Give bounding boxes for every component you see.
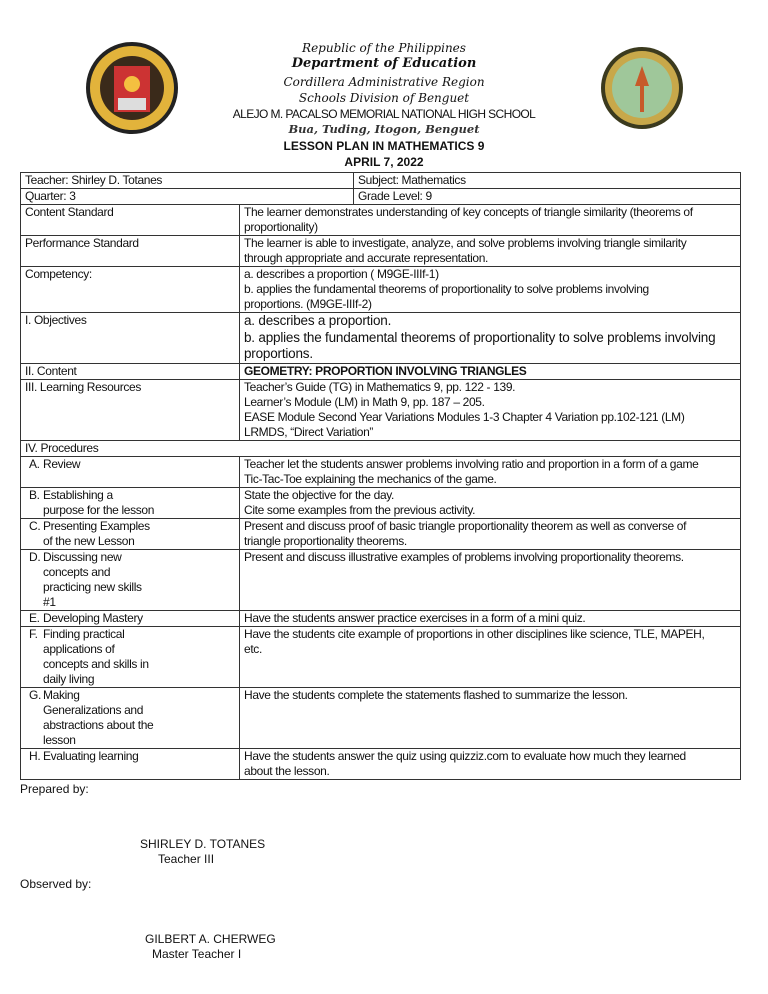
procedure-text-line: Have the students cite example of proportions in other disciplines like science, TLE, MAPEH,: [244, 626, 705, 641]
procedure-label: [21, 687, 240, 748]
row-text: EASE Module Second Year Variations Modules 1-3 Chapter 4 Variation pp.102-121 (LM): [244, 409, 685, 424]
header-division: Schools Division of Benguet: [298, 91, 470, 105]
procedure-letter: C.: [29, 518, 41, 533]
row-text: Teacher’s Guide (TG) in Mathematics 9, pp. 122 - 139.: [244, 379, 516, 394]
procedure-text: [240, 610, 741, 626]
procedure-row: [21, 687, 741, 748]
quarter-cell: Quarter: 3: [21, 189, 354, 204]
procedure-label-line: Evaluating learning: [43, 748, 139, 763]
procedure-label-line: practicing new skills: [43, 579, 142, 594]
performance-standard-row: [21, 236, 741, 267]
row-text: proportions.: [244, 346, 313, 361]
procedure-text-line: Tic-Tac-Toe explaining the mechanics of the game.: [244, 471, 497, 486]
row-label: Performance Standard: [21, 236, 240, 267]
procedure-letter: H.: [29, 748, 41, 763]
row-text: proportions. (M9GE-IIIf-2): [244, 297, 372, 311]
content-topic: GEOMETRY: PROPORTION INVOLVING TRIANGLES: [240, 363, 741, 379]
header-address: Bua, Tuding, Itogon, Benguet: [288, 122, 480, 136]
procedure-row: [21, 748, 741, 779]
procedure-row: [21, 456, 741, 487]
row-text: b. applies the fundamental theorems of proportionality to solve problems involving: [244, 282, 649, 296]
procedure-letter: A.: [29, 456, 40, 471]
grade-cell: Grade Level: 9: [358, 189, 432, 203]
signature-block: [20, 780, 741, 962]
procedure-text: [240, 487, 741, 518]
procedure-text: [240, 748, 741, 779]
procedure-text-line: Present and discuss proof of basic triangle proportionality theorem as well as converse of: [244, 518, 687, 533]
procedure-label: [21, 748, 240, 779]
procedure-label-line: purpose for the lesson: [43, 502, 155, 517]
row-label: III. Learning Resources: [21, 379, 240, 440]
procedure-letter: E.: [29, 610, 40, 625]
procedure-label-line: daily living: [43, 671, 95, 686]
procedure-label: [21, 610, 240, 626]
row-text: The learner is able to investigate, analyze, and solve problems involving triangle similarity: [244, 236, 687, 250]
procedures-header-row: [21, 440, 741, 456]
row-text: The learner demonstrates understanding of key concepts of triangle similarity (theorems of: [244, 205, 693, 219]
procedure-label-line: Making: [43, 687, 80, 702]
procedure-text-line: about the lesson.: [244, 763, 330, 778]
procedure-text-line: etc.: [244, 641, 262, 656]
row-label: Content Standard: [21, 205, 240, 236]
document-body: [20, 172, 741, 962]
procedure-label-line: abstractions about the: [43, 717, 154, 732]
lesson-title: LESSON PLAN IN MATHEMATICS 9: [283, 139, 485, 153]
row-text: LRMDS, “Direct Variation”: [244, 424, 374, 439]
procedure-text: [240, 456, 741, 487]
resources-row: [21, 379, 741, 440]
procedure-label-line: Finding practical: [43, 626, 125, 641]
procedure-label: [21, 518, 240, 549]
procedure-text-line: Present and discuss illustrative examples of problems involving proportionality theorems.: [244, 549, 684, 564]
prepared-by-name: SHIRLEY D. TOTANES: [140, 836, 266, 851]
procedure-text-line: Cite some examples from the previous activity.: [244, 502, 476, 517]
teacher-cell: Teacher: Shirley D. Totanes: [21, 173, 354, 188]
competency-row: [21, 267, 741, 313]
content-row: [21, 363, 741, 379]
procedure-row: [21, 610, 741, 626]
procedure-row: [21, 518, 741, 549]
procedure-text-line: triangle proportionality theorems.: [244, 533, 407, 548]
row-label: Competency:: [21, 267, 240, 313]
procedure-letter: G.: [29, 687, 41, 702]
procedure-label: [21, 549, 240, 610]
procedure-label: [21, 456, 240, 487]
row-text: a. describes a proportion ( M9GE-IIIf-1): [244, 267, 439, 281]
procedure-label-line: lesson: [43, 732, 76, 747]
header-republic: Republic of the Philippines: [302, 41, 466, 55]
procedure-text: [240, 549, 741, 610]
lesson-plan-table: [20, 172, 741, 780]
header-deped: Department of Education: [291, 56, 477, 71]
procedure-text-line: Teacher let the students answer problems involving ratio and proportion in a form of a game: [244, 456, 699, 471]
observed-by-title: Master Teacher I: [152, 946, 242, 961]
lesson-date: APRIL 7, 2022: [344, 155, 424, 169]
observed-by-label: Observed by:: [20, 876, 92, 891]
procedures-label: IV. Procedures: [21, 440, 741, 456]
procedure-row: [21, 487, 741, 518]
procedure-text: [240, 518, 741, 549]
subject-cell: Subject: Mathematics: [358, 173, 466, 187]
procedure-text-line: State the objective for the day.: [244, 487, 395, 502]
procedure-label-line: Generalizations and: [43, 702, 144, 717]
prepared-by-title: Teacher III: [158, 851, 215, 866]
row-text: through appropriate and accurate representation.: [244, 251, 489, 265]
procedure-text-line: Have the students answer the quiz using quizziz.com to evaluate how much they learned: [244, 748, 686, 763]
objectives-row: [21, 313, 741, 364]
procedure-letter: F.: [29, 626, 38, 641]
procedure-label-line: Developing Mastery: [43, 610, 143, 625]
procedure-text-line: Have the students complete the statements flashed to summarize the lesson.: [244, 687, 628, 702]
procedure-row: [21, 549, 741, 610]
procedure-label-line: concepts and: [43, 564, 111, 579]
procedure-label-line: #1: [43, 594, 56, 609]
header-region: Cordillera Administrative Region: [283, 75, 485, 89]
procedure-label-line: Presenting Examples: [43, 518, 150, 533]
header-school: ALEJO M. PACALSO MEMORIAL NATIONAL HIGH SCHOOL: [232, 107, 536, 121]
procedure-label-line: Review: [43, 456, 81, 471]
row-text: a. describes a proportion.: [244, 313, 392, 328]
observed-by-name: GILBERT A. CHERWEG: [145, 931, 276, 946]
procedure-label-line: concepts and skills in: [43, 656, 149, 671]
info-row-1: [21, 173, 741, 189]
procedure-label-line: Establishing a: [43, 487, 113, 502]
procedure-letter: B.: [29, 487, 40, 502]
procedure-row: [21, 626, 741, 687]
row-text: b. applies the fundamental theorems of proportionality to solve problems involving: [244, 329, 716, 345]
prepared-by-label: Prepared by:: [20, 781, 89, 796]
procedure-label-line: of the new Lesson: [43, 533, 135, 548]
procedure-text-line: Have the students answer practice exercises in a form of a mini quiz.: [244, 610, 586, 625]
procedure-label-line: Discussing new: [43, 549, 122, 564]
row-label: I. Objectives: [21, 313, 240, 364]
row-text: Learner’s Module (LM) in Math 9, pp. 187 – 205.: [244, 394, 485, 409]
row-label: II. Content: [21, 363, 240, 379]
content-standard-row: [21, 205, 741, 236]
info-row-2: [21, 189, 741, 205]
procedure-text: [240, 626, 741, 687]
row-text: proportionality): [244, 220, 318, 234]
procedure-label: [21, 487, 240, 518]
procedure-label: [21, 626, 240, 687]
procedure-text: [240, 687, 741, 748]
procedure-letter: D.: [29, 549, 41, 564]
procedure-label-line: applications of: [43, 641, 115, 656]
